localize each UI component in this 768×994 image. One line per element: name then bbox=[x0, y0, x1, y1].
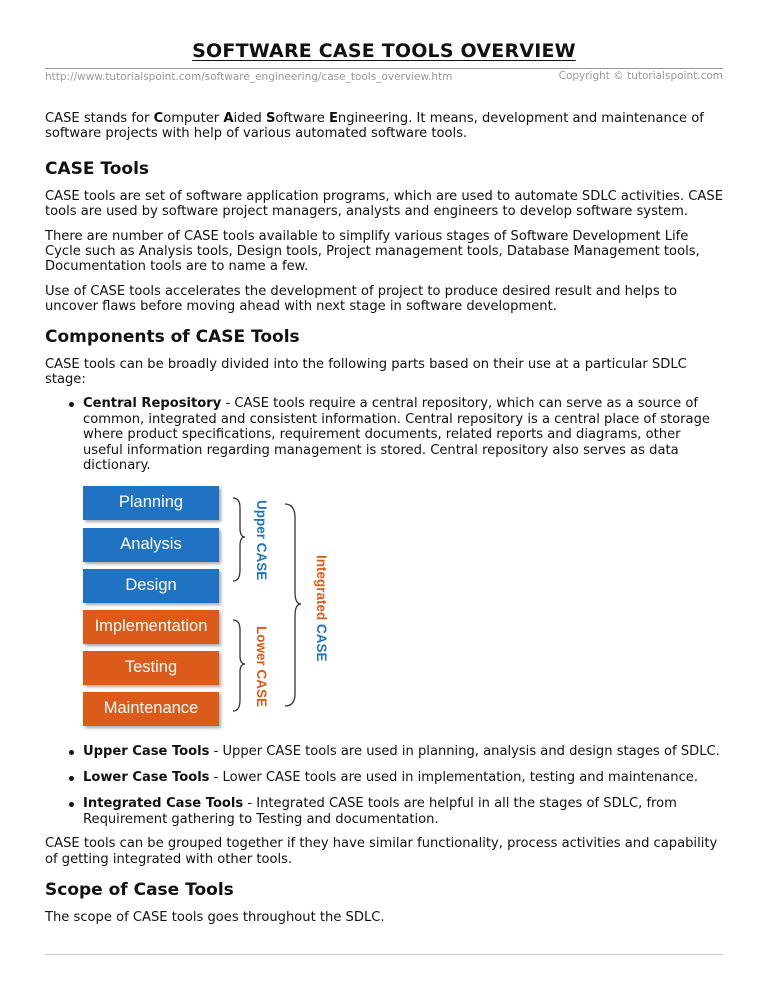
heading-scope: Scope of Case Tools bbox=[45, 879, 234, 900]
scope-paragraph: The scope of CASE tools goes throughout the SDLC. bbox=[45, 909, 385, 925]
stage-box-planning: Planning bbox=[83, 486, 219, 520]
components-paragraph-1: CASE tools can be broadly divided into the following parts based on their use at a particular SDLC stage: bbox=[45, 356, 687, 388]
heading-components: Components of CASE Tools bbox=[45, 326, 300, 347]
stage-box-testing: Testing bbox=[83, 651, 219, 685]
case-types-list bbox=[45, 744, 723, 828]
intro-paragraph: CASE stands for Computer Aided Software Engineering. It means, development and maintenance of software projects with help of various automated software tools. bbox=[45, 111, 704, 142]
stage-box-analysis: Analysis bbox=[83, 528, 219, 562]
list-item-lower-case: Lower Case Tools - Lower CASE tools are used in implementation, testing and maintenance. bbox=[83, 770, 723, 785]
case-tools-paragraph-1: CASE tools are set of software application programs, which are used to automate SDLC activities. CASE tools are used by software project managers, analysts and engineers to develop software system. bbox=[45, 188, 723, 220]
stage-box-maintenance: Maintenance bbox=[83, 692, 219, 726]
page bbox=[45, 38, 723, 925]
stage-box-design: Design bbox=[83, 569, 219, 603]
lower-case-label: Lower CASE bbox=[254, 625, 269, 707]
bullet-icon bbox=[69, 776, 74, 781]
lower-brace-icon bbox=[233, 620, 245, 711]
source-url[interactable]: http://www.tutorialspoint.com/software_engineering/case_tools_overview.htm bbox=[45, 71, 453, 83]
bullet-icon bbox=[69, 750, 74, 755]
list-item-central-repository: Central Repository - CASE tools require a central repository, which can serve as a source of common, integrated and consistent information. Central repository is a central place of storage where product specifications, requirement documents, related reports and diagrams, other useful information regarding management is stored. Central repository also serves as data dictionary. bbox=[83, 396, 723, 473]
copyright: Copyright © tutorialspoint.com bbox=[558, 70, 723, 82]
heading-case-tools: CASE Tools bbox=[45, 158, 150, 179]
brace-graphics bbox=[83, 486, 383, 736]
list-item-integrated-case: Integrated Case Tools - Integrated CASE tools are helpful in all the stages of SDLC, from Requirement gathering to Testing and documentation. bbox=[83, 796, 723, 827]
components-list bbox=[45, 396, 723, 473]
stage-box-implementation: Implementation bbox=[83, 610, 219, 644]
upper-case-label: Upper CASE bbox=[254, 499, 269, 580]
integrated-case-label: Integrated CASE bbox=[314, 554, 329, 662]
bullet-icon bbox=[69, 402, 74, 407]
case-tools-paragraph-3: Use of CASE tools accelerates the development of project to produce desired result and helps to uncover flaws before moving ahead with next stage in software development. bbox=[45, 283, 677, 315]
components-paragraph-2: CASE tools can be grouped together if they have similar functionality, process activities and capability of getting integrated with other tools. bbox=[45, 836, 718, 867]
url-bar bbox=[45, 68, 723, 89]
upper-brace-icon bbox=[233, 498, 245, 581]
page-title: SOFTWARE CASE TOOLS OVERVIEW bbox=[192, 40, 576, 62]
integrated-brace-icon bbox=[285, 504, 301, 706]
bullet-icon bbox=[69, 802, 74, 807]
case-tools-diagram bbox=[83, 486, 383, 736]
case-tools-paragraph-2: There are number of CASE tools available to simplify various stages of Software Development Life Cycle such as Analysis tools, Design tools, Project management tools, Database Management tools, Documentation tools are to name a few. bbox=[45, 228, 700, 275]
list-item-upper-case: Upper Case Tools - Upper CASE tools are used in planning, analysis and design stages of SDLC. bbox=[83, 744, 723, 759]
footer-divider bbox=[45, 954, 723, 955]
